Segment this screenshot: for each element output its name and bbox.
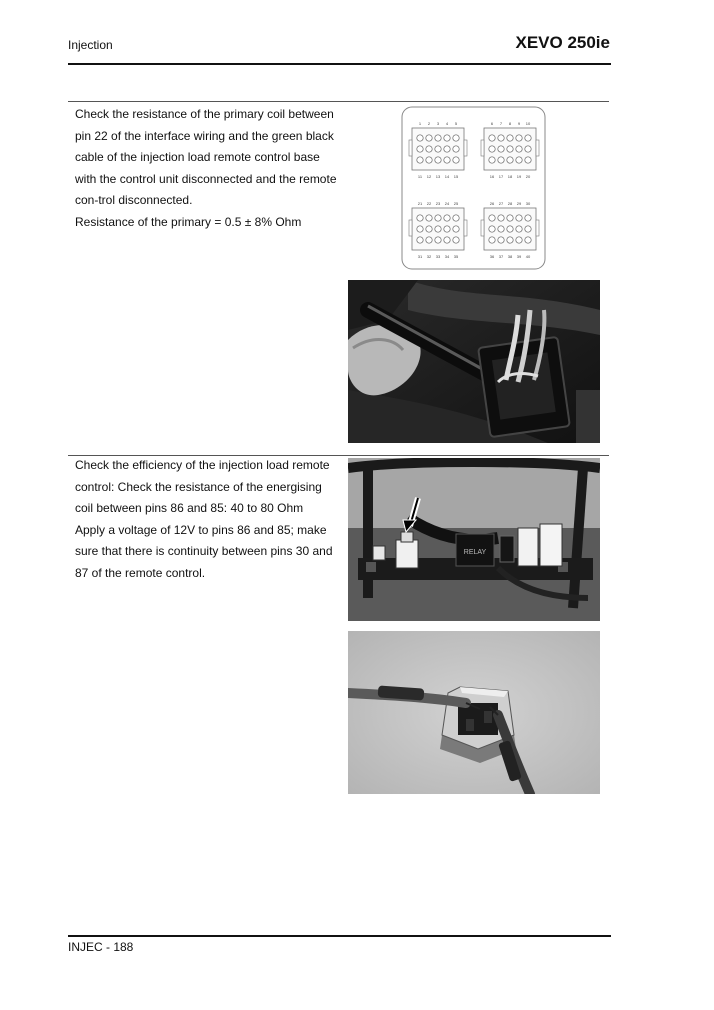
header-rule — [68, 63, 611, 65]
pin-socket — [489, 237, 495, 243]
pin-socket — [444, 226, 450, 232]
pin-label: 34 — [444, 254, 450, 259]
pin-socket — [525, 215, 531, 221]
pin-label: 16 — [489, 174, 495, 179]
section-2-paragraph-1: Check the efficiency of the injection load remote control: Check the resistance of the energising coil between pins 86 and 85: 40 to 80 Ohm — [75, 458, 330, 516]
connector-latch — [481, 140, 484, 156]
pin-socket — [525, 226, 531, 232]
pin-socket — [435, 215, 441, 221]
pin-label: 11 — [417, 174, 423, 179]
pin-label: 25 — [453, 201, 459, 206]
pin-label: 20 — [525, 174, 531, 179]
pin-socket — [498, 157, 504, 163]
pin-label: 32 — [426, 254, 432, 259]
pin-socket — [516, 226, 522, 232]
pin-socket — [426, 146, 432, 152]
connector-block-1 — [409, 121, 467, 179]
section-1-rule — [68, 101, 609, 102]
pin-label: 14 — [444, 174, 450, 179]
section-1-paragraph-2: Resistance of the primary = 0.5 ± 8% Ohm — [75, 214, 302, 229]
pin-label: 4 — [445, 121, 449, 126]
pin-socket — [516, 146, 522, 152]
pin-socket — [525, 146, 531, 152]
pin-socket — [417, 215, 423, 221]
pin-socket — [498, 146, 504, 152]
connector-latch — [536, 220, 539, 236]
pin-socket — [525, 157, 531, 163]
pin-label: 27 — [498, 201, 504, 206]
pin-label: 17 — [498, 174, 504, 179]
pin-socket — [435, 237, 441, 243]
footer-rule — [68, 935, 611, 937]
pin-socket — [489, 146, 495, 152]
pin-socket — [507, 226, 513, 232]
pin-socket — [507, 135, 513, 141]
pin-label: 36 — [489, 254, 495, 259]
pin-socket — [507, 157, 513, 163]
connector-latch — [464, 140, 467, 156]
pin-socket — [507, 237, 513, 243]
pin-label: 3 — [436, 121, 440, 126]
pin-label: 5 — [454, 121, 458, 126]
pin-socket — [507, 146, 513, 152]
pin-socket — [444, 146, 450, 152]
pin-label: 8 — [508, 121, 512, 126]
pin-socket — [417, 146, 423, 152]
pin-diagram-svg — [401, 106, 546, 270]
pin-socket — [435, 146, 441, 152]
pin-socket — [453, 215, 459, 221]
connector-block-4 — [481, 201, 539, 259]
header-model-title: XEVO 250ie — [515, 33, 610, 52]
photo-relay-probes — [348, 631, 600, 794]
connector-block-3 — [409, 201, 467, 259]
pin-label: 9 — [517, 121, 521, 126]
connector-latch — [536, 140, 539, 156]
footer-page-number: INJEC - 188 — [68, 940, 134, 954]
pin-socket — [453, 226, 459, 232]
pin-socket — [489, 135, 495, 141]
pin-socket — [498, 215, 504, 221]
pin-label: 37 — [498, 254, 504, 259]
pin-label: 7 — [499, 121, 503, 126]
pin-label: 19 — [516, 174, 522, 179]
pin-socket — [426, 135, 432, 141]
pin-label: 18 — [507, 174, 513, 179]
pin-label: 15 — [453, 174, 459, 179]
pin-socket — [507, 215, 513, 221]
pin-socket — [516, 157, 522, 163]
pin-socket — [498, 237, 504, 243]
pin-label: 39 — [516, 254, 522, 259]
section-2-paragraph-2: Apply a voltage of 12V to pins 86 and 85; make sure that there is continuity between pins 30 and 87 of the remote control. — [75, 522, 333, 580]
pin-socket — [516, 237, 522, 243]
pin-label: 23 — [435, 201, 441, 206]
pin-label: 2 — [427, 121, 431, 126]
pin-socket — [417, 226, 423, 232]
pin-label: 33 — [435, 254, 441, 259]
pin-socket — [444, 237, 450, 243]
pin-socket — [453, 135, 459, 141]
pin-label: 38 — [507, 254, 513, 259]
pin-socket — [426, 226, 432, 232]
pin-socket — [525, 135, 531, 141]
connector-latch — [481, 220, 484, 236]
pin-socket — [444, 135, 450, 141]
pin-socket — [498, 135, 504, 141]
pin-label: 29 — [516, 201, 522, 206]
pin-socket — [426, 157, 432, 163]
section-1-text — [75, 104, 341, 234]
section-1-paragraph-1: Check the resistance of the primary coil between pin 22 of the interface wiring and the green black cable of the injection load remote control base with the control unit disconnected and the remote con-trol disconnected. — [75, 107, 337, 208]
pin-socket — [417, 157, 423, 163]
pin-socket — [489, 215, 495, 221]
pin-socket — [426, 215, 432, 221]
pin-label: 10 — [525, 121, 531, 126]
pin-label: 6 — [490, 121, 494, 126]
pin-label: 24 — [444, 201, 450, 206]
pin-label: 31 — [417, 254, 423, 259]
photo-relay-frame — [348, 458, 600, 621]
connector-block-2 — [481, 121, 539, 179]
pin-socket — [489, 226, 495, 232]
pin-socket — [435, 157, 441, 163]
pin-label: 28 — [507, 201, 513, 206]
pin-socket — [525, 237, 531, 243]
pin-label: 22 — [426, 201, 432, 206]
pin-socket — [516, 135, 522, 141]
pin-label: 35 — [453, 254, 459, 259]
photo-probe-connector — [348, 280, 600, 443]
pin-socket — [489, 157, 495, 163]
relay-brand-text: RELAY — [463, 549, 487, 556]
connector-latch — [409, 220, 412, 236]
pin-label: 21 — [417, 201, 423, 206]
pin-label: 26 — [489, 201, 495, 206]
connector-pin-diagram — [401, 106, 546, 270]
pin-label: 40 — [525, 254, 531, 259]
connector-latch — [464, 220, 467, 236]
pin-socket — [444, 215, 450, 221]
pin-socket — [435, 226, 441, 232]
pin-socket — [444, 157, 450, 163]
header-section-title: Injection — [68, 38, 113, 52]
pin-socket — [417, 237, 423, 243]
pin-label: 12 — [426, 174, 432, 179]
pin-socket — [426, 237, 432, 243]
pin-socket — [453, 146, 459, 152]
pin-socket — [417, 135, 423, 141]
pin-label: 1 — [418, 121, 422, 126]
pin-label: 30 — [525, 201, 531, 206]
pin-socket — [453, 157, 459, 163]
pin-socket — [453, 237, 459, 243]
connector-latch — [409, 140, 412, 156]
pin-label: 13 — [435, 174, 441, 179]
pin-socket — [498, 226, 504, 232]
pin-socket — [435, 135, 441, 141]
section-2-text — [75, 455, 341, 585]
pin-socket — [516, 215, 522, 221]
